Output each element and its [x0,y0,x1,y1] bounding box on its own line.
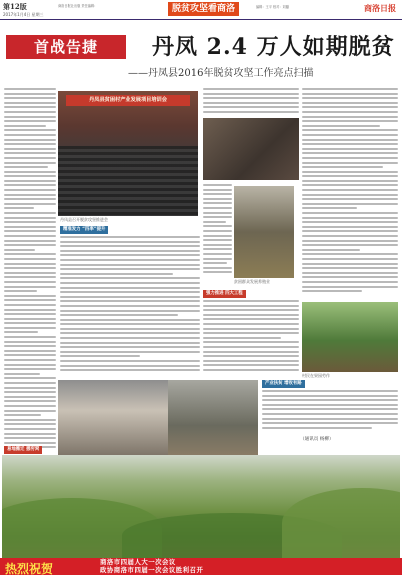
text-line [60,236,200,238]
text-line [302,93,398,95]
text-line [302,102,398,104]
text-line [262,418,398,420]
text-line [4,331,38,333]
text-line [203,248,232,250]
text-line [203,225,232,227]
text-line [302,106,398,108]
text-line [203,184,232,186]
text-line [4,286,56,288]
text-line [302,184,398,186]
text-line [203,364,299,366]
bottom-banner-line-1: 商洛市四届人大一次会议 [100,558,176,566]
text-line [4,400,56,402]
text-line [203,97,299,99]
text-line [60,282,200,284]
text-line [302,272,398,274]
text-line [60,369,200,371]
text-line [4,162,56,164]
section-subtitle-2: 强力推进 四大工程 [203,290,246,298]
text-line [262,427,372,429]
text-line [4,139,56,141]
text-line [203,244,232,246]
text-line [4,373,40,375]
article-column-right-bottom [262,390,398,434]
text-line [4,152,56,154]
text-line [302,267,398,269]
text-line [4,336,56,338]
text-line [4,207,34,209]
text-line [203,202,232,204]
article-column-center-bottom [203,300,299,376]
text-line [302,290,362,292]
text-line [60,296,200,298]
text-line [4,267,56,269]
text-line [4,433,56,435]
section-subtitle-4: 易地搬迁 挪穷窝 [4,446,42,454]
text-line [203,351,299,353]
header-info: 商洛日报社出版 责任编辑： [58,4,98,8]
subheadline: ——丹凤县2016年脱贫攻坚工作亮点扫描 [128,68,314,79]
indoor-photo [203,118,299,180]
text-line [262,422,398,424]
text-line [203,355,299,357]
meeting-photo [58,91,198,216]
text-line [60,259,200,261]
text-line [4,240,56,242]
text-line [4,391,56,393]
text-line [203,88,299,90]
text-line [4,111,56,113]
text-line [4,382,56,384]
text-line [4,354,56,356]
text-line [302,171,398,173]
text-line [302,240,398,242]
text-line [60,287,200,289]
text-line [60,291,200,293]
page-number: 第12版 [3,2,27,11]
text-line [302,276,398,278]
text-line [4,350,56,352]
text-line [4,189,56,191]
text-line [302,258,398,260]
text-line [302,152,398,154]
text-line [60,273,173,275]
text-line [4,125,46,127]
text-line [302,175,398,177]
text-line [203,189,232,191]
text-line [302,148,398,150]
text-line [4,253,56,255]
section-subtitle-1: 精准发力 “四率”提升 [60,226,108,234]
text-line [4,313,56,315]
text-line [203,198,232,200]
text-line [4,276,56,278]
text-line [4,341,56,343]
text-line [4,442,56,444]
text-line [4,102,56,104]
text-line [4,387,56,389]
text-line [302,212,398,214]
text-line [203,221,226,223]
text-line [203,258,232,260]
text-line [4,116,56,118]
text-line [302,189,398,191]
text-line [203,193,232,195]
text-line [60,245,200,247]
text-line [262,395,398,397]
text-line [4,157,56,159]
editor-info: 编辑：王平 校对：刘璐 [256,5,289,9]
text-line [4,290,37,292]
text-line [4,299,56,301]
text-line [4,364,56,366]
bottom-banner-right [100,558,203,574]
text-line [302,207,357,209]
article-author: （通讯员 杨柳） [300,437,334,442]
text-line [4,263,56,265]
bottom-banner-line-2: 政协商洛市四届一次会议胜利召开 [100,566,204,574]
article-column-left [4,88,56,453]
text-line [4,221,56,223]
text-line [302,244,398,246]
text-line [4,120,56,122]
text-line [4,258,56,260]
text-line [4,359,56,361]
bottom-banner [0,558,402,575]
text-line [302,180,398,182]
text-line [302,253,398,255]
text-line [302,111,398,113]
text-line [302,286,398,288]
article-column-right [302,88,398,298]
text-line [60,314,178,316]
text-line [203,207,232,209]
text-line [203,235,232,237]
farm-caption: 贫困群众发展养殖业 [234,279,270,284]
text-line [302,162,398,164]
text-line [203,106,299,108]
text-line [4,327,56,329]
text-line [60,241,200,243]
garden-caption: 村民在果园劳作 [302,373,330,378]
text-line [4,419,56,421]
text-line [203,341,299,343]
text-line [4,377,56,379]
newspaper-brand: 商洛日报 [364,3,396,13]
text-line [60,250,200,252]
text-line [4,345,56,347]
text-line [203,309,299,311]
text-line [302,221,398,223]
text-line [60,332,200,334]
text-line [203,360,299,362]
text-line [4,171,56,173]
text-line [4,184,56,186]
text-line [203,346,299,348]
text-line [4,212,56,214]
text-line [262,390,398,392]
text-line [60,355,140,357]
text-line [60,351,200,353]
text-line [302,97,398,99]
text-line [4,148,56,150]
section-subtitle-3: 产业扶贫 增收有路 [262,380,305,388]
page-date: 2017年1月4日 星期三 [3,12,44,17]
text-line [60,305,200,307]
text-line [4,322,56,324]
text-line [4,249,35,251]
text-line [262,408,398,410]
text-line [4,166,48,168]
text-line [302,263,398,265]
text-line [302,281,398,283]
text-line [4,244,56,246]
text-line [302,139,398,141]
text-line [60,337,200,339]
text-line [60,328,200,330]
text-line [4,423,56,425]
text-line [302,88,398,90]
text-line [60,319,200,321]
text-line [4,414,41,416]
text-line [4,180,56,182]
audience-rows [58,146,198,216]
text-line [203,111,299,113]
text-line [4,175,56,177]
text-line [4,226,56,228]
text-line [302,217,398,219]
text-line [302,194,398,196]
text-line [302,134,398,136]
text-line [60,346,200,348]
landscape-photo [2,455,400,558]
text-line [4,428,56,430]
text-line [203,239,232,241]
farm-photo [234,186,294,278]
text-line [4,405,56,407]
text-line [302,129,398,131]
text-line [302,249,360,251]
text-line [203,212,232,214]
text-line [203,216,232,218]
banner-badge: 首战告捷 [6,35,126,59]
text-line [4,143,56,145]
text-line [4,106,56,108]
text-line [302,157,398,159]
article-column-center-top [203,88,299,116]
text-line [4,194,56,196]
article-column-center-narrow [203,184,232,278]
text-line [60,310,200,312]
text-line [203,337,281,339]
text-line [203,253,232,255]
text-line [4,97,56,99]
text-line [302,235,398,237]
text-line [302,203,398,205]
text-line [60,264,200,266]
text-line [4,396,56,398]
text-line [203,102,299,104]
text-line [203,230,232,232]
text-line [4,203,56,205]
text-line [60,360,200,362]
text-line [4,410,56,412]
text-line [203,300,299,302]
text-line [302,226,398,228]
page-header [0,0,402,20]
text-line [203,271,232,273]
garden-photo [302,302,398,372]
text-line [203,262,227,264]
text-line [4,93,56,95]
text-line [203,305,299,307]
text-line [302,120,398,122]
section-tag: 脱贫攻坚看商洛 [168,2,239,16]
text-line [302,125,380,127]
text-line [60,365,200,367]
text-line [4,235,56,237]
headline: 丹凤 2.4 万人如期脱贫 [152,34,395,60]
text-line [4,304,56,306]
text-line [4,129,56,131]
text-line [4,230,56,232]
text-line [203,332,299,334]
text-line [4,272,56,274]
text-line [262,404,398,406]
text-line [60,300,200,302]
text-line [4,198,56,200]
text-line [4,88,56,90]
text-line [203,318,299,320]
text-line [60,268,200,270]
text-line [4,309,56,311]
text-line [203,369,299,371]
article-column-center-left [60,236,200,376]
hill-shape [282,488,400,558]
text-line [203,323,299,325]
text-line [203,314,299,316]
text-line [4,437,56,439]
text-line [60,323,200,325]
text-line [60,254,200,256]
text-line [60,342,200,344]
text-line [302,143,398,145]
text-line [262,399,398,401]
text-line [302,166,383,168]
text-line [4,217,56,219]
village-photo [58,380,168,456]
text-line [262,413,398,415]
text-line [60,277,200,279]
text-line [203,328,299,330]
text-line [4,295,56,297]
village-photo-2 [168,380,258,456]
meeting-banner: 丹凤县贫困村产业发展项目培训会 [66,95,190,106]
text-line [4,281,56,283]
text-line [4,368,56,370]
text-line [302,198,398,200]
bottom-banner-left: 热烈祝贺 [5,562,54,575]
text-line [302,116,398,118]
text-line [4,134,56,136]
text-line [4,318,56,320]
text-line [203,267,232,269]
meeting-caption: 丹凤县召开脱贫攻坚推进会 [60,217,108,222]
text-line [302,230,398,232]
text-line [203,93,299,95]
